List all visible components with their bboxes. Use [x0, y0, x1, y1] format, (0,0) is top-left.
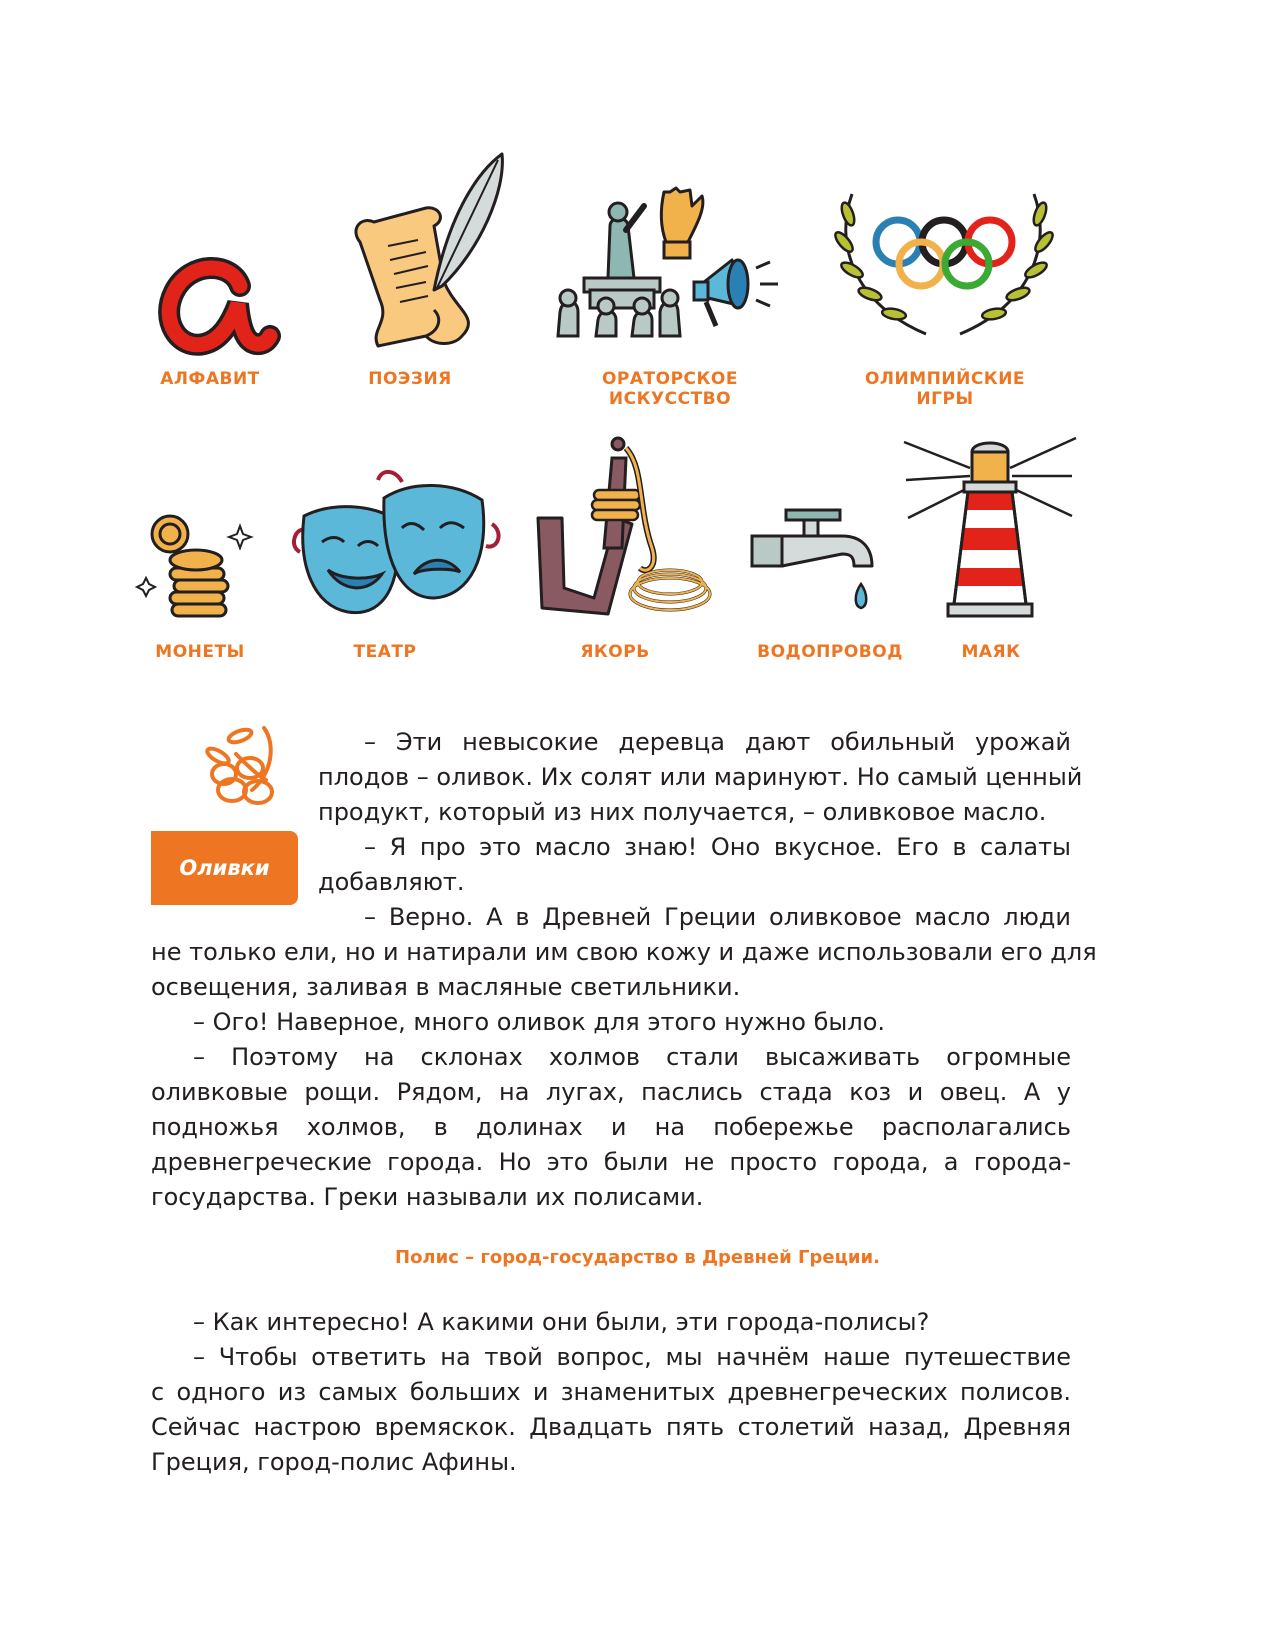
- text-line: оливковые рощи. Рядом, на лугах, паслись стада коз и овец. А у: [151, 1078, 1071, 1106]
- caption-olympic-games: ОЛИМПИЙСКИЕ ИГРЫ: [864, 369, 1026, 409]
- text-line: – Поэтому на склонах холмов стали высаживать огромные: [193, 1043, 1071, 1071]
- alpha-icon: [160, 258, 272, 354]
- caption-water-supply: ВОДОПРОВОД: [757, 642, 903, 662]
- text-line: подножья холмов, в долинах и на побережье располагались: [151, 1113, 1071, 1141]
- caption-poetry: ПОЭЗИЯ: [368, 369, 452, 389]
- text-line: государства. Греки называли их полисами.: [151, 1183, 704, 1211]
- text-line: – Эти невысокие деревца дают обильный урожай: [364, 728, 1071, 756]
- water-tap-icon: [750, 496, 880, 614]
- olive-branch-icon: [206, 724, 286, 806]
- coins-icon: [140, 512, 260, 622]
- caption-oratory: ОРАТОРСКОЕ ИСКУССТВО: [601, 369, 738, 409]
- text-line: освещения, заливая в масляные светильники.: [151, 973, 741, 1001]
- text-line: древнегреческие города. Но это были не просто города, а города-: [151, 1148, 1071, 1176]
- caption-lighthouse: МАЯК: [961, 642, 1021, 662]
- text-line: – Чтобы ответить на твой вопрос, мы начнём наше путешествие: [193, 1343, 1071, 1371]
- text-line: – Верно. А в Древней Греции оливковое масло люди: [364, 903, 1071, 931]
- text-line: – Ого! Наверное, много оливок для этого нужно было.: [193, 1008, 886, 1036]
- text-line: плодов – оливок. Их солят или маринуют. Но самый ценный: [318, 763, 1083, 791]
- text-line: с одного из самых больших и знаменитых древнегреческих полисов.: [151, 1378, 1071, 1406]
- text-line: Греция, город-полис Афины.: [151, 1448, 517, 1476]
- sidebar-label: Оливки: [151, 831, 298, 905]
- caption-theater: ТЕАТР: [353, 642, 417, 662]
- olympic-rings-wreath-icon: [834, 184, 1054, 348]
- orator-statue-icon: [556, 186, 788, 346]
- caption-coins: МОНЕТЫ: [155, 642, 245, 662]
- text-line: – Я про это масло знаю! Оно вкусное. Его в салаты: [364, 833, 1071, 861]
- anchor-rope-icon: [534, 438, 716, 622]
- text-line: продукт, который из них получается, – оливковое масло.: [318, 798, 1047, 826]
- lighthouse-icon: [902, 432, 1078, 622]
- text-line: добавляют.: [318, 868, 465, 896]
- theater-masks-icon: [292, 466, 504, 626]
- caption-alphabet: АЛФАВИТ: [160, 369, 260, 389]
- text-line: Сейчас настрою времяскок. Двадцать пять столетий назад, Древняя: [151, 1413, 1071, 1441]
- text-line: – Как интересно! А какими они были, эти города-полисы?: [193, 1308, 930, 1336]
- definition-note: Полис – город-государство в Древней Греции.: [395, 1247, 880, 1268]
- caption-anchor: ЯКОРЬ: [580, 642, 650, 662]
- text-line: не только ели, но и натирали им свою кожу и даже использовали его для: [151, 938, 1097, 966]
- scroll-quill-icon: [330, 150, 510, 352]
